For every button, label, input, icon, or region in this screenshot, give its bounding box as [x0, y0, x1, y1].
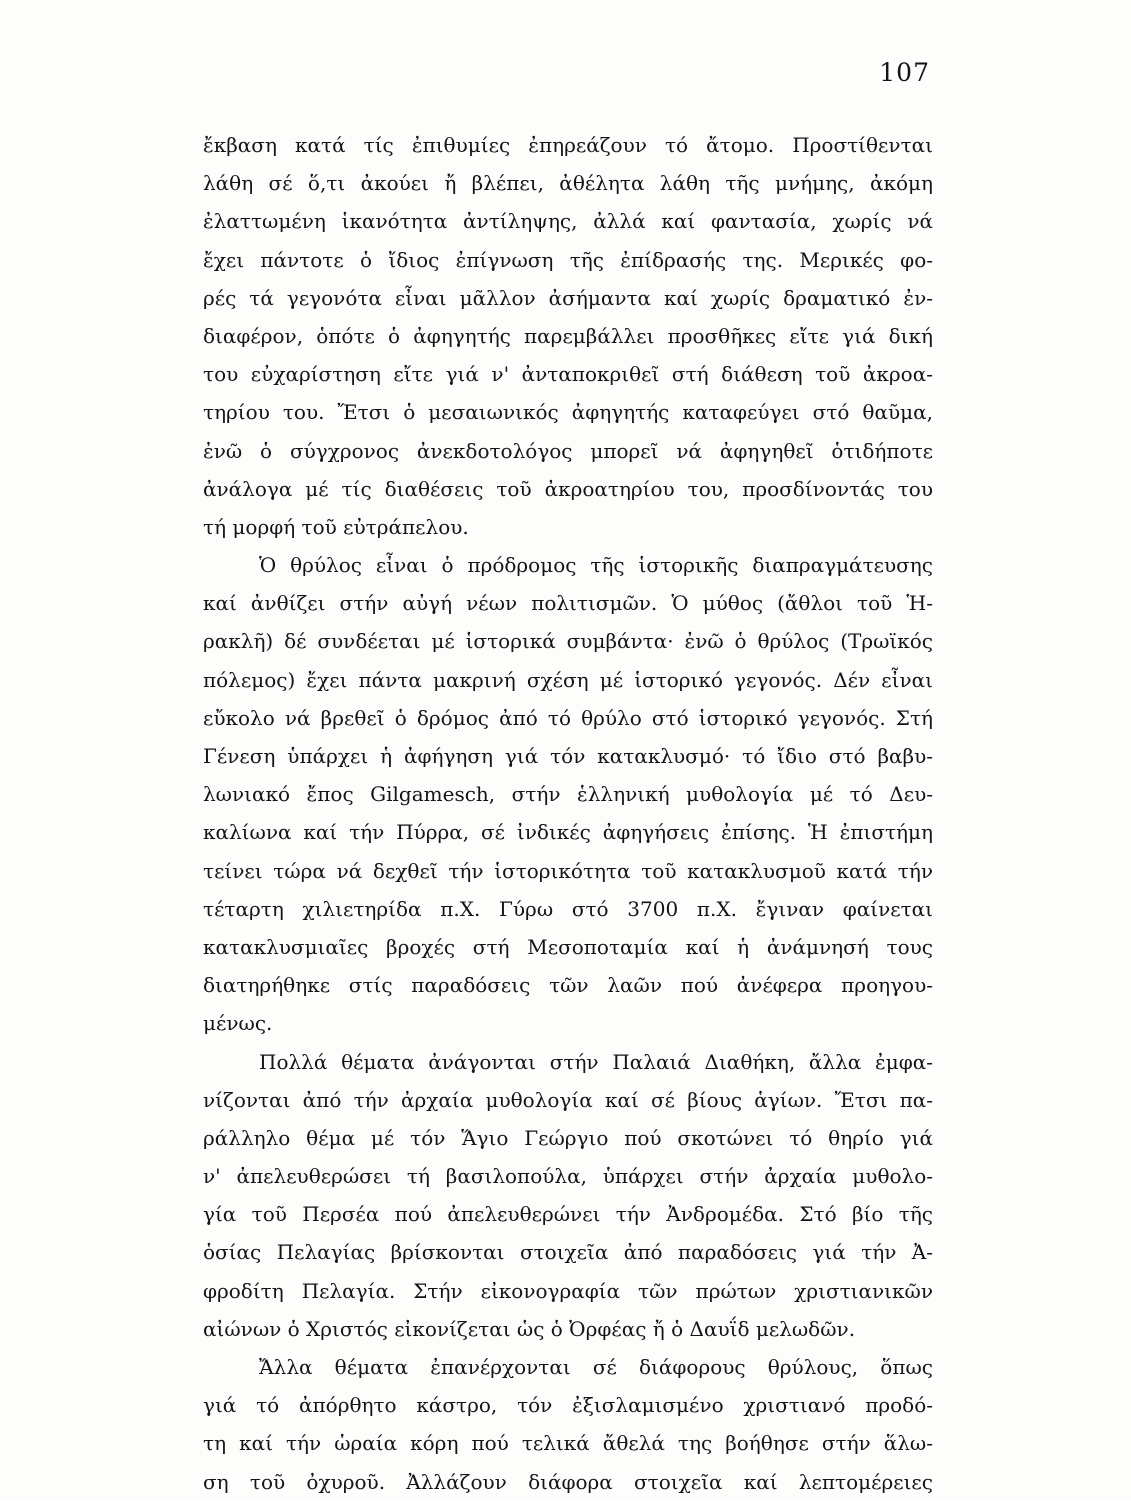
- text-line: λάθη σέ ὅ,τι ἀκούει ἤ βλέπει, ἀθέλητα λάθη τῆς μνήμης, ἀκόμη: [203, 171, 933, 196]
- text-line: ρές τά γεγονότα εἶναι μᾶλλον ἀσήμαντα καί χωρίς δραματικό ἐν-: [203, 285, 933, 310]
- text-line: γιά τό ἀπόρθητο κάστρο, τόν ἐξισλαμισμένο χριστιανό προδό-: [203, 1393, 933, 1418]
- text-line: κατακλυσμιαῖες βροχές στή Μεσοποταμία καί ἡ ἀνάμνησή τους: [203, 934, 933, 959]
- text-line: μένως.: [203, 1011, 273, 1036]
- text-line: διαφέρον, ὁπότε ὁ ἀφηγητής παρεμβάλλει προσθῆκες εἴτε γιά δική: [203, 323, 933, 348]
- text-line: φροδίτη Πελαγία. Στήν εἰκονογραφία τῶν πρώτων χριστιανικῶν: [203, 1278, 933, 1303]
- text-line: Ἄλλα θέματα ἐπανέρχονται σέ διάφορους θρύλους, ὅπως: [259, 1355, 933, 1379]
- text-line: ἔκβαση κατά τίς ἐπιθυμίες ἐπηρεάζουν τό ἄτομο. Προστίθενται: [203, 133, 933, 157]
- text-line: τη καί τήν ὡραία κόρη πού τελικά ἄθελά της βοήθησε στήν ἅλω-: [203, 1431, 933, 1456]
- text-line: ἔχει πάντοτε ὁ ἴδιος ἐπίγνωση τῆς ἐπίδρασής της. Μερικές φο-: [203, 247, 933, 272]
- text-line: καί ἀνθίζει στήν αὐγή νέων πολιτισμῶν. Ὁ μύθος (ἄθλοι τοῦ Ἡ-: [203, 591, 933, 616]
- text-line: Ὁ θρύλος εἶναι ὁ πρόδρομος τῆς ἱστορικῆς διαπραγμάτευσης: [259, 553, 933, 578]
- body-text: [203, 126, 933, 1501]
- text-line: Γένεση ὑπάρχει ἡ ἀφήγηση γιά τόν κατακλυσμό· τό ἴδιο στό βαβυ-: [203, 744, 933, 768]
- text-line: ἀνάλογα μέ τίς διαθέσεις τοῦ ἀκροατηρίου του, προσδίνοντάς του: [203, 476, 933, 501]
- text-line: καλίωνα καί τήν Πύρρα, σέ ἰνδικές ἀφηγήσεις ἐπίσης. Ἡ ἐπιστήμη: [203, 820, 933, 845]
- text-line: ν' ἀπελευθερώσει τή βασιλοπούλα, ὑπάρχει στήν ἀρχαία μυθολο-: [203, 1164, 933, 1189]
- text-line: τείνει τώρα νά δεχθεῖ τήν ἱστορικότητα τοῦ κατακλυσμοῦ κατά τήν: [203, 858, 933, 883]
- text-line: τή μορφή τοῦ εὐτράπελου.: [203, 514, 469, 539]
- text-line: Πολλά θέματα ἀνάγονται στήν Παλαιά Διαθήκη, ἄλλα ἐμφα-: [259, 1049, 933, 1074]
- page-number: 107: [879, 58, 930, 87]
- text-line: αἰώνων ὁ Χριστός εἰκονίζεται ὡς ὁ Ὀρφέας ἤ ὁ Δαυΐδ μελωδῶν.: [203, 1316, 856, 1341]
- text-line: νίζονται ἀπό τήν ἀρχαία μυθολογία καί σέ βίους ἁγίων. Ἔτσι πα-: [203, 1087, 933, 1112]
- text-line: εὔκολο νά βρεθεῖ ὁ δρόμος ἀπό τό θρύλο στό ἱστορικό γεγονός. Στή: [203, 705, 933, 730]
- text-line: ρακλῆ) δέ συνδέεται μέ ἱστορικά συμβάντα· ἐνῶ ὁ θρύλος (Τρωϊκός: [203, 629, 933, 654]
- text-line: ὁσίας Πελαγίας βρίσκονται στοιχεῖα ἀπό παραδόσεις γιά τήν Ἀ-: [203, 1240, 933, 1265]
- text-line: ἐλαττωμένη ἱκανότητα ἀντίληψης, ἀλλά καί φαντασία, χωρίς νά: [203, 209, 933, 234]
- text-line: ἐνῶ ὁ σύγχρονος ἀνεκδοτολόγος μπορεῖ νά ἀφηγηθεῖ ὁτιδήποτε: [203, 438, 933, 463]
- text-line: γία τοῦ Περσέα πού ἀπελευθερώνει τήν Ἀνδρομέδα. Στό βίο τῆς: [203, 1202, 933, 1227]
- text-line: ράλληλο θέμα μέ τόν Ἅγιο Γεώργιο πού σκοτώνει τό θηρίο γιά: [203, 1125, 933, 1150]
- text-line: του εὐχαρίστηση εἴτε γιά ν' ἀνταποκριθεῖ στή διάθεση τοῦ ἀκροα-: [203, 362, 933, 387]
- text-line: ση τοῦ ὀχυροῦ. Ἀλλάζουν διάφορα στοιχεῖα καί λεπτομέρειες: [203, 1469, 933, 1494]
- text-line: πόλεμος) ἔχει πάντα μακρινή σχέση μέ ἱστορικό γεγονός. Δέν εἶναι: [203, 667, 933, 692]
- text-line: λωνιακό ἔπος Gilgamesch, στήν ἑλληνική μυθολογία μέ τό Δευ-: [203, 782, 933, 807]
- text-line: τέταρτη χιλιετηρίδα π.Χ. Γύρω στό 3700 π.Χ. ἔγιναν φαίνεται: [203, 896, 933, 921]
- text-line: τηρίου του. Ἔτσι ὁ μεσαιωνικός ἀφηγητής καταφεύγει στό θαῦμα,: [203, 400, 933, 425]
- text-line: διατηρήθηκε στίς παραδόσεις τῶν λαῶν πού ἀνέφερα προηγου-: [203, 973, 933, 998]
